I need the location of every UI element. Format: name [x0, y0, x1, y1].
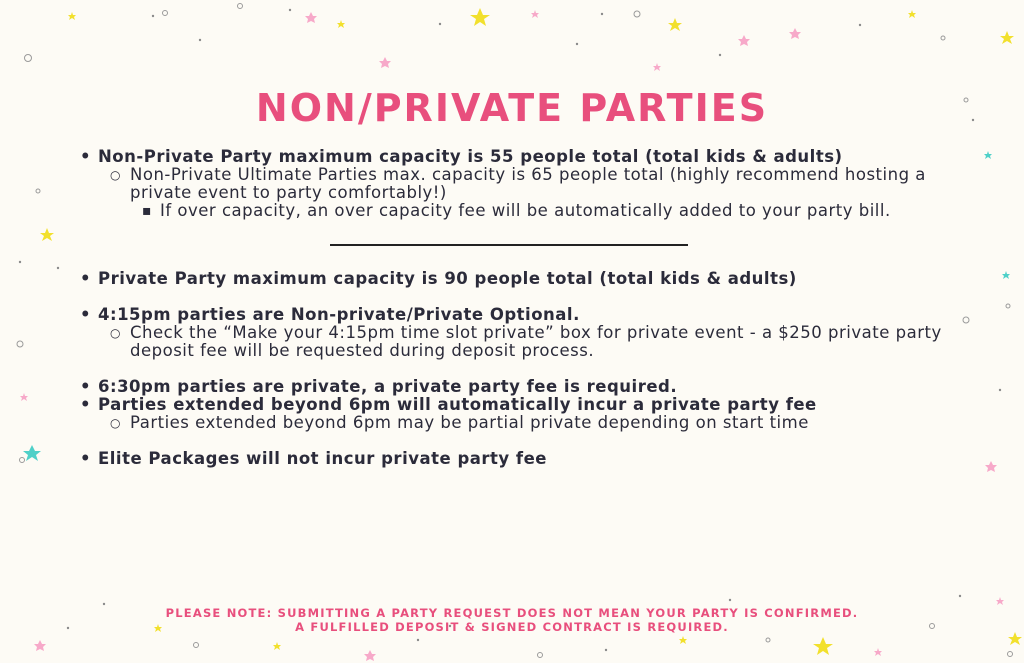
star-icon: [679, 636, 687, 644]
star-icon: [984, 151, 992, 159]
dot-icon: [605, 649, 607, 651]
sub-list-item-text: Check the “Make your 4:15pm time slot private” box for private event - a $250 private party deposit fee will be requested during deposit process.: [130, 323, 942, 360]
star-icon: [23, 445, 41, 461]
star-icon: [813, 637, 833, 655]
star-icon: [668, 18, 682, 31]
dot-icon: [152, 15, 154, 17]
circle-icon: [941, 36, 945, 40]
sub-list-item: [78, 166, 958, 202]
sub-sub-list-item: [78, 202, 958, 220]
sub-sub-list-item-text: If over capacity, an over capacity fee will be automatically added to your party bill.: [160, 201, 891, 220]
star-icon: [337, 20, 345, 28]
star-icon: [364, 650, 376, 661]
circle-icon: [1008, 652, 1013, 657]
list-item-text: 4:15pm parties are Non-private/Private Optional.: [98, 305, 580, 324]
star-icon: [653, 63, 661, 71]
dot-icon: [57, 267, 59, 269]
footer-note: [0, 606, 1024, 634]
star-icon: [531, 10, 539, 18]
circle-icon: [538, 653, 543, 658]
dot-icon: [999, 389, 1001, 391]
circle-icon: [163, 11, 168, 16]
circle-icon: [238, 4, 243, 9]
dot-icon: [289, 9, 291, 11]
circle-icon: [17, 341, 23, 347]
star-icon: [40, 228, 54, 241]
star-icon: [470, 8, 490, 26]
circle-icon: [766, 638, 770, 642]
star-icon: [34, 640, 46, 651]
list-item: [78, 396, 958, 414]
list-item: [78, 270, 958, 288]
sub-list-item: [78, 414, 958, 432]
list-item: [78, 306, 958, 324]
circle-icon: [20, 458, 25, 463]
dot-icon: [103, 603, 105, 605]
footer-note-line: A FULFILLED DEPOSIT & SIGNED CONTRACT IS REQUIRED.: [295, 620, 729, 634]
star-icon: [273, 642, 281, 650]
dot-icon: [19, 261, 21, 263]
dot-icon: [729, 599, 731, 601]
dot-icon: [601, 13, 603, 15]
dot-icon: [859, 24, 861, 26]
circle-icon: [36, 189, 40, 193]
circle-icon: [25, 55, 32, 62]
star-icon: [985, 461, 997, 472]
star-icon: [1000, 31, 1014, 44]
list-item-text: 6:30pm parties are private, a private party fee is required.: [98, 377, 678, 396]
star-icon: [738, 35, 750, 46]
capacity-list: [78, 148, 958, 220]
dot-icon: [439, 23, 441, 25]
spacer: [78, 432, 958, 450]
list-item-text: Non-Private Party maximum capacity is 55 people total (total kids & adults): [98, 147, 843, 166]
list-item: [78, 378, 958, 396]
list-item: [78, 450, 958, 468]
spacer: [78, 360, 958, 378]
circle-icon: [963, 317, 969, 323]
footer-note-line: PLEASE NOTE: SUBMITTING A PARTY REQUEST DOES NOT MEAN YOUR PARTY IS CONFIRMED.: [165, 606, 859, 620]
star-icon: [20, 393, 28, 401]
content-area: [78, 148, 958, 468]
page-title: NON/PRIVATE PARTIES: [255, 86, 769, 130]
star-icon: [996, 597, 1004, 605]
circle-icon: [194, 643, 199, 648]
list-item-text: Parties extended beyond 6pm will automatically incur a private party fee: [98, 395, 817, 414]
sub-list-item-text: Parties extended beyond 6pm may be partial private depending on start time: [130, 413, 809, 432]
star-icon: [908, 10, 916, 18]
list-item-text: Private Party maximum capacity is 90 people total (total kids & adults): [98, 269, 797, 288]
star-icon: [305, 12, 317, 23]
star-icon: [874, 648, 882, 656]
divider-line: [330, 244, 688, 246]
list-item: [78, 148, 958, 166]
dot-icon: [199, 39, 201, 41]
dot-icon: [417, 639, 419, 641]
list-item-text: Elite Packages will not incur private party fee: [98, 449, 547, 468]
sub-list-item-text: Non-Private Ultimate Parties max. capacity is 65 people total (highly recommend hosting a private event to party comfortably!): [130, 165, 926, 202]
circle-icon: [1006, 304, 1010, 308]
dot-icon: [719, 54, 721, 56]
star-icon: [789, 28, 801, 39]
star-icon: [379, 57, 391, 68]
private-party-list: [78, 270, 958, 468]
sub-list-item: [78, 324, 958, 360]
star-icon: [1002, 271, 1010, 279]
dot-icon: [959, 595, 961, 597]
dot-icon: [576, 43, 578, 45]
spacer: [78, 288, 958, 306]
circle-icon: [634, 11, 640, 17]
star-icon: [68, 12, 76, 20]
